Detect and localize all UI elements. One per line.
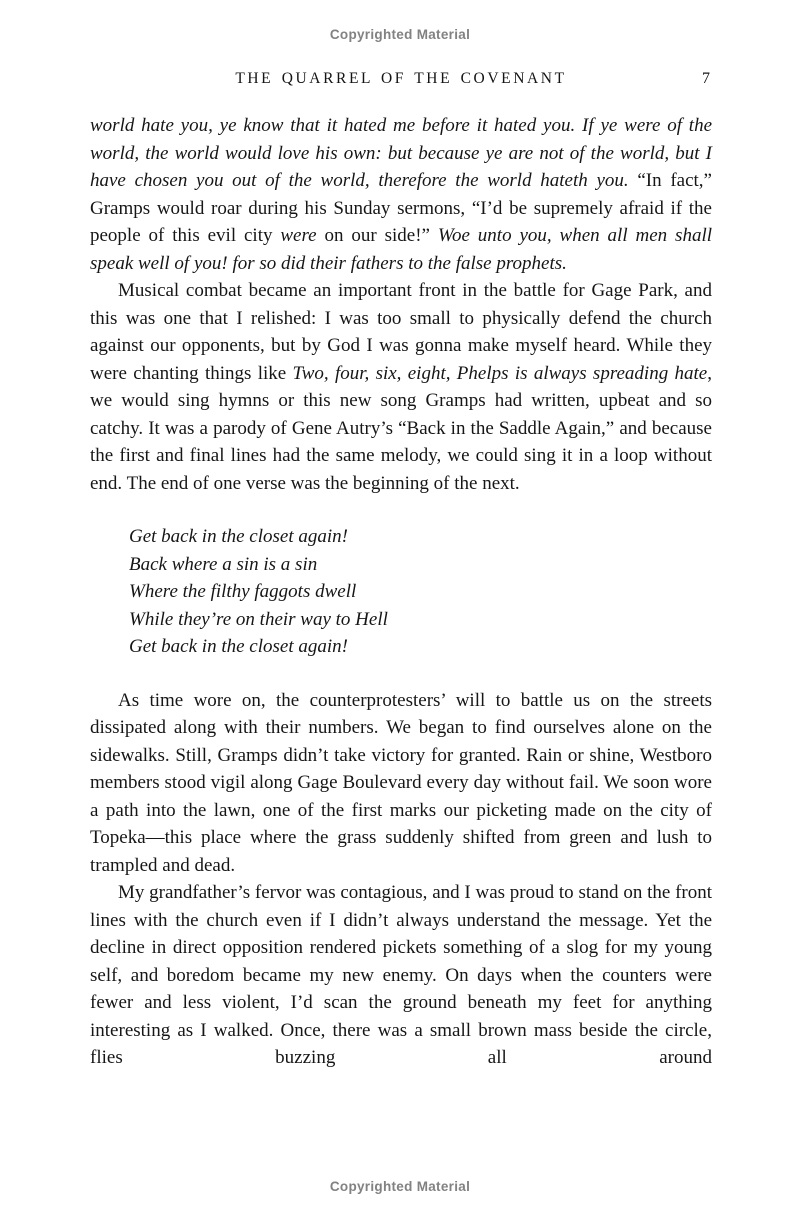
paragraph-scripture-quote: world hate you, ye know that it hated me before it hated you. If ye were of the world, the world would love his own: but because ye are not of the world, but I have chosen you out of the world, therefore the world hateth you. “In fact,” Gramps would roar during his Sunday sermons, “I’d be supremely afraid if the people of this evil city were on our side!” Woe unto you, when all men shall speak well of you! for so did their fathers to the false prophets.	[90, 115, 713, 274]
copyright-banner-top: Copyrighted Material	[329, 27, 471, 42]
paragraph-grandfathers-fervor: My grandfather’s fervor was contagious, and I was proud to stand on the front lines with the church even if I didn’t always understand the message. Yet the decline in direct opposition rendered pickets something of a slog for my young self, and boredom became my new enemy. On days when the counters were fewer and less violent, I’d scan the ground beneath my feet for anything interesting as I walked. Once, there was a small brown mass beside the circle, flies buzzing all around	[90, 882, 712, 1068]
verse-line: Get back in the closet again!	[129, 526, 348, 547]
verse-line: While they’re on their way to Hell	[129, 608, 388, 630]
paragraph-as-time-wore-on: As time wore on, the counterprotesters’ will to battle us on the streets dissipated along with their numbers. We began to find ourselves alone on the sidewalks. Still, Gramps didn’t take victory for granted. Rain or shine, Westboro members stood vigil along Gage Boulevard every day without fail. We soon wore a path into the lawn, one of the first marks our picketing made on the city of Topeka—this place where the grass suddenly shifted from green and lush to trampled and dead.	[90, 689, 712, 876]
body-text	[90, 112, 712, 1072]
copyright-banner-bottom: Copyrighted Material	[329, 1179, 471, 1194]
verse-line: Where the filthy faggots dwell	[129, 581, 357, 602]
running-header	[90, 70, 712, 92]
paragraph-musical-combat: Musical combat became an important front in the battle for Gage Park, and this was one that I relished: I was too small to physically defend the church against our opponents, but by God I was gonna make myself heard. While they were chanting things like Two, four, six, eight, Phelps is always spreading hate, we would sing hymns or this new song Gramps had written, upbeat and so catchy. It was a parody of Gene Autry’s “Back in the Saddle Again,” and because the first and final lines had the same melody, we could sing it in a loop without end. The end of one verse was the beginning of the next.	[90, 280, 712, 494]
verse-block	[129, 523, 712, 661]
page-number: 7	[702, 70, 710, 87]
verse-line: Back where a sin is a sin	[129, 553, 318, 575]
chapter-title: THE QUARREL OF THE COVENANT	[235, 70, 567, 87]
verse-line: Get back in the closet again!	[129, 636, 348, 657]
